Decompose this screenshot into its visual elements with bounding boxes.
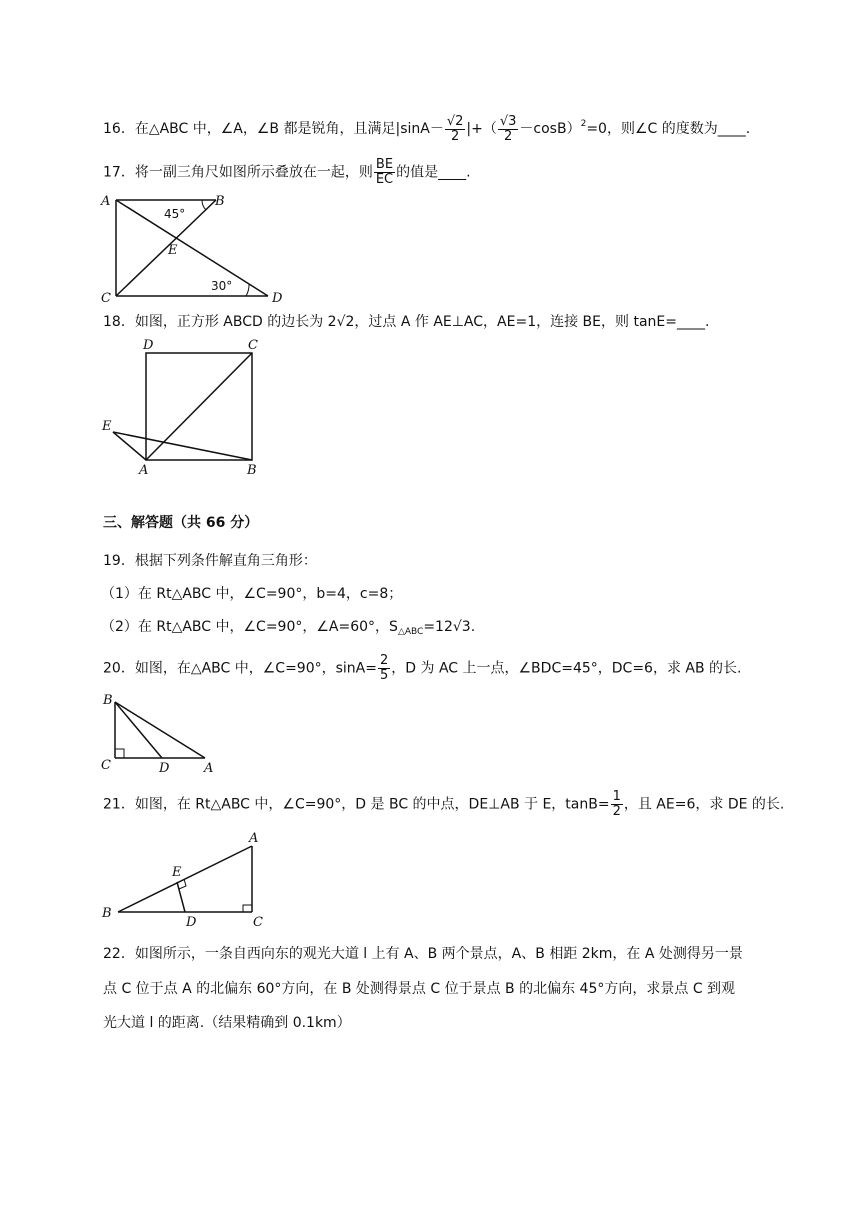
q17-label-e: E bbox=[168, 243, 178, 258]
question-22-line-2 bbox=[103, 979, 735, 999]
q21-tail: ，且 AE=6，求 DE 的长. bbox=[623, 796, 785, 813]
q16-exponent: 2 bbox=[580, 119, 587, 129]
question-18 bbox=[103, 312, 709, 332]
q18-line-ae bbox=[113, 432, 146, 460]
q20-label-a: A bbox=[204, 761, 214, 776]
q20-label-c: C bbox=[101, 758, 111, 773]
q17-label-d: D bbox=[272, 291, 283, 304]
q22-line3: 光大道 l 的距离.（结果精确到 0.1km） bbox=[103, 1015, 351, 1031]
q18-label-c: C bbox=[248, 338, 258, 353]
q21-right-angle-mark-c bbox=[243, 905, 252, 912]
q22-line2: 点 C 位于点 A 的北偏东 60°方向，在 B 处测得景点 C 位于景点 B 的北偏东 45°方向，求景点 C 到观 bbox=[103, 981, 736, 997]
question-16 bbox=[103, 114, 750, 144]
q21-fraction-1-over-2: $\frac{1}{2}$ bbox=[612, 789, 621, 819]
question-19-title bbox=[103, 551, 317, 571]
q20-line-bd bbox=[115, 702, 162, 758]
q18-line-eb bbox=[113, 432, 252, 460]
q20-right-angle-mark bbox=[115, 749, 124, 758]
q21-lead: 21．如图，在 Rt△ABC 中，∠C=90°，D 是 BC 的中点，DE⊥AB 于 E，tanB= bbox=[103, 796, 610, 813]
q18-diagonal-ac bbox=[146, 353, 252, 460]
q17-tail: 的值是____. bbox=[396, 164, 471, 181]
q19-title: 19．根据下列条件解直角三角形： bbox=[103, 553, 317, 569]
q20-label-d: D bbox=[159, 761, 170, 776]
q16-lead: 16．在△ABC 中，∠A，∠B 都是锐角，且满足|sinA－ bbox=[103, 121, 444, 137]
q21-label-d: D bbox=[186, 915, 197, 928]
q17-angle-arc-30 bbox=[246, 284, 249, 296]
q17-angle-arc-45 bbox=[202, 200, 206, 210]
q16-fraction-sqrt3-over-2: $\frac{√3}{2}$ bbox=[499, 113, 517, 144]
q21-line-ba bbox=[118, 846, 252, 912]
q17-line-ad bbox=[116, 200, 268, 296]
q20-label-b: B bbox=[103, 693, 113, 708]
q19-part2-subscript: △ABC bbox=[397, 627, 424, 637]
q17-angle-45: 45° bbox=[164, 207, 186, 221]
q19-part2-tail: =12√3. bbox=[423, 619, 476, 635]
q17-figure bbox=[98, 190, 298, 304]
question-22-line-3 bbox=[103, 1013, 351, 1033]
question-21 bbox=[103, 790, 784, 819]
section-3-heading bbox=[103, 513, 258, 533]
q18-figure bbox=[96, 336, 276, 478]
question-20 bbox=[103, 654, 741, 683]
q18-label-a: A bbox=[139, 463, 149, 478]
q20-figure bbox=[98, 688, 228, 778]
q17-angle-30: 30° bbox=[211, 279, 233, 293]
q16-tail: =0，则∠C 的度数为____. bbox=[586, 121, 751, 137]
q21-label-b: B bbox=[102, 906, 112, 921]
q17-label-a: A bbox=[101, 194, 111, 209]
q17-fraction-be-over-ec: $\frac{BE}{EC}$ bbox=[375, 157, 394, 187]
q19-part1: （1）在 Rt△ABC 中，∠C=90°，b=4，c=8； bbox=[101, 586, 403, 602]
q17-label-c: C bbox=[101, 291, 111, 304]
q22-line1: 22．如图所示，一条自西向东的观光大道 l 上有 A、B 两个景点，A、B 相距 2km，在 A 处测得另一景 bbox=[103, 946, 743, 962]
q18-label-d: D bbox=[143, 338, 154, 353]
q19-part2-lead: （2）在 Rt△ABC 中，∠C=90°，∠A=60°，S bbox=[101, 619, 398, 635]
q20-tail: ，D 为 AC 上一点，∠BDC=45°，DC=6，求 AB 的长. bbox=[391, 660, 742, 677]
q17-label-b: B bbox=[215, 194, 225, 209]
q20-fraction-2-over-5: $\frac{2}{5}$ bbox=[379, 653, 389, 683]
q18-text: 18．如图，正方形 ABCD 的边长为 2√2，过点 A 作 AE⊥AC，AE=1，连接 BE，则 tanE=____. bbox=[103, 314, 710, 330]
question-22-line-1 bbox=[103, 944, 743, 964]
q21-label-e: E bbox=[172, 865, 182, 880]
q20-lead: 20．如图，在△ABC 中，∠C=90°，sinA= bbox=[103, 660, 377, 677]
q16-mid2: －cosB） bbox=[519, 121, 581, 137]
q17-lead: 17．将一副三角尺如图所示叠放在一起，则 bbox=[103, 164, 373, 181]
section-3-title: 三、解答题（共 66 分） bbox=[103, 515, 259, 531]
q21-label-a: A bbox=[249, 831, 259, 846]
q16-fraction-sqrt2-over-2: $\frac{√2}{2}$ bbox=[446, 113, 464, 144]
q21-label-c: C bbox=[253, 915, 263, 928]
q20-line-ba bbox=[115, 702, 205, 758]
question-19-part-1 bbox=[101, 584, 402, 604]
q21-figure bbox=[98, 828, 273, 928]
question-17 bbox=[103, 158, 471, 187]
question-19-part-2 bbox=[101, 617, 475, 642]
q18-label-e: E bbox=[102, 419, 112, 434]
q18-label-b: B bbox=[247, 463, 257, 478]
q16-mid: |+（ bbox=[466, 121, 497, 137]
